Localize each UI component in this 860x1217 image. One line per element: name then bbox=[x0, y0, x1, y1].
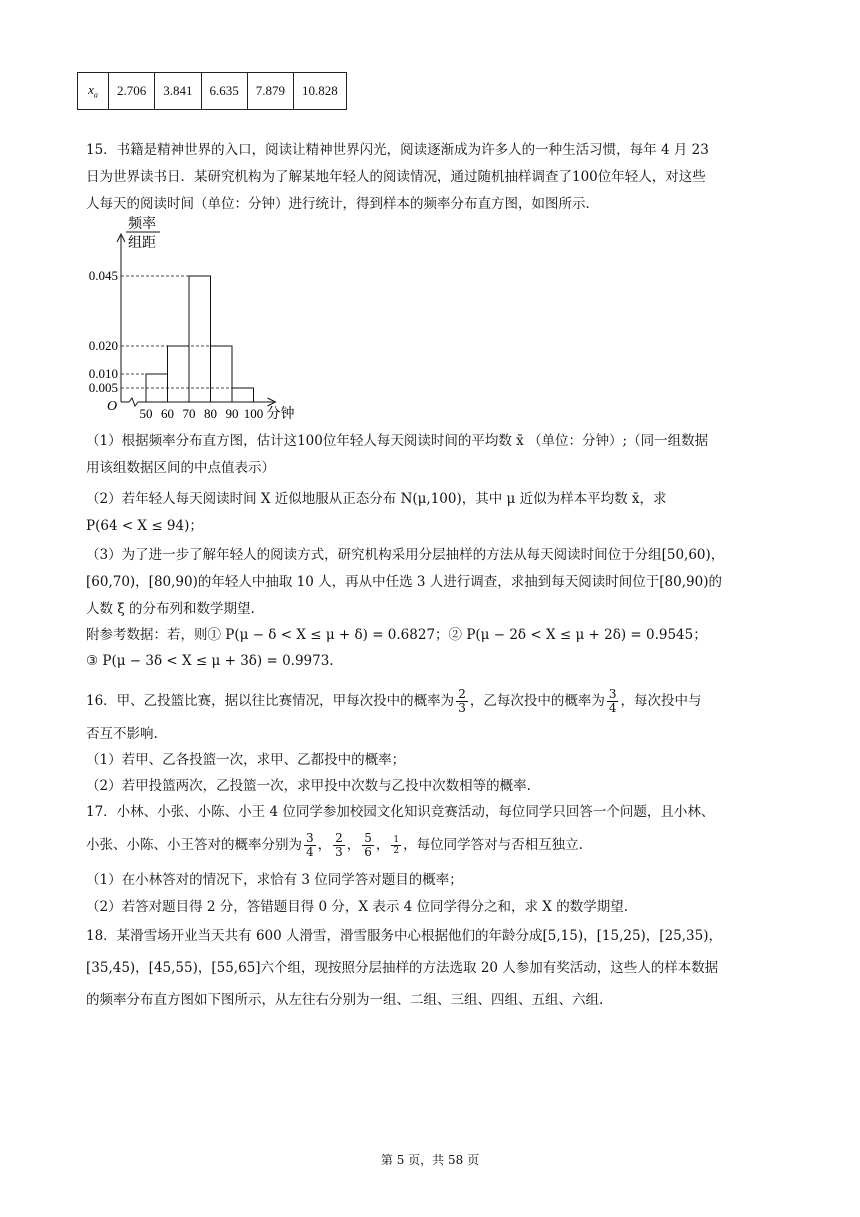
q15-part1-line1: （1）根据频率分布直方图，估计这100位年轻人每天阅读时间的平均数 x̄ （单位：分钟）;（同一组数据 bbox=[86, 433, 709, 449]
fraction-2-3 bbox=[333, 832, 345, 859]
frequency-histogram bbox=[76, 214, 306, 426]
x-tick-label: 80 bbox=[204, 406, 217, 421]
q15-part2-line2: P(64 < X ≤ 94)； bbox=[86, 518, 203, 534]
q15-part3-line1: （3）为了进一步了解年轻人的阅读方式，研究机构采用分层抽样的方法从每天阅读时间位于分组[50,60)， bbox=[86, 547, 725, 563]
y-axis-label-top: 频率 bbox=[128, 217, 156, 232]
y-tick-label: 0.010 bbox=[88, 366, 118, 381]
head-subscript: a bbox=[93, 90, 98, 100]
x-tick-label: 100 bbox=[243, 406, 264, 421]
origin-label: O bbox=[107, 399, 118, 414]
y-tick-label: 0.045 bbox=[88, 268, 118, 283]
reference-data-line2: ③ P(μ − 3δ < X ≤ μ + 3δ) = 0.9973. bbox=[86, 653, 334, 669]
fraction-1-2 bbox=[391, 835, 401, 856]
fraction-denominator: 4 bbox=[306, 845, 314, 859]
table-cell: 7.879 bbox=[247, 73, 293, 110]
histogram-bar bbox=[232, 388, 254, 402]
q16-text-a: 16．甲、乙投篮比赛，据以往比赛情况，甲每次投中的概率为 bbox=[86, 693, 455, 709]
q17-part1: （1）在小林答对的情况下，求恰有 3 位同学答对题目的概率； bbox=[86, 872, 463, 888]
fraction-3-4 bbox=[607, 688, 619, 715]
y-tick-label: 0.005 bbox=[88, 380, 118, 395]
fraction-3-4 bbox=[304, 832, 316, 859]
x-tick-label: 70 bbox=[182, 406, 196, 421]
histogram-bar bbox=[189, 276, 211, 402]
fraction-5-6 bbox=[362, 832, 374, 859]
y-tick-label: 0.020 bbox=[88, 338, 118, 353]
q17-line2: 小张、小陈、小王答对的概率分别为 $\frac{3}{4}$ ， $\frac{2}{3}$ ， $\frac{5}{6}$ ， $\frac{1}{2}$ ，每位同学答对与否相互独立. bbox=[86, 831, 583, 859]
fraction-denominator: 6 bbox=[364, 845, 372, 859]
reference-data-line1: 附参考数据：若，则① P(μ − δ < X ≤ μ + δ) = 0.6827；② P(μ − 2δ < X ≤ μ + 2δ) = 0.9545； bbox=[86, 627, 707, 643]
page-footer: 第 5 页，共 58 页 bbox=[380, 1153, 480, 1167]
table-cell: 6.635 bbox=[201, 73, 247, 110]
fraction-2-3 bbox=[456, 688, 468, 715]
q18-line2: [35,45)，[45,55)，[55,65]六个组，现按照分层抽样的方法选取 20 人参加有奖活动，这些人的样本数据 bbox=[86, 960, 719, 976]
q15-line3: 人每天的阅读时间（单位：分钟）进行统计，得到样本的频率分布直方图，如图所示． bbox=[86, 196, 599, 212]
fraction-numerator: 3 bbox=[306, 831, 314, 845]
q16-line2: 否互不影响. bbox=[86, 726, 158, 742]
x-tick-label: 60 bbox=[161, 406, 174, 421]
q15-part1-line2: 用该组数据区间的中点值表示） bbox=[86, 460, 275, 476]
q16-part1: （1）若甲、乙各投篮一次，求甲、乙都投中的概率； bbox=[86, 752, 406, 768]
fraction-denominator: 3 bbox=[458, 701, 466, 715]
fraction-numerator: 1 bbox=[393, 835, 400, 845]
q16-text-c: ，每次投中与 bbox=[620, 693, 702, 709]
table-head-cell bbox=[78, 73, 109, 110]
critical-value-table bbox=[77, 72, 347, 110]
head-symbol: x bbox=[88, 82, 94, 98]
q16-text-b: ，乙每次投中的概率为 bbox=[469, 693, 605, 709]
y-axis-label-bottom: 组距 bbox=[128, 236, 156, 251]
q15-part3-line2: [60,70)，[80,90)的年轻人中抽取 10 人，再从中任选 3 人进行调查，求抽到每天阅读时间位于[80,90)的 bbox=[86, 574, 722, 590]
q17-text-a: 小张、小陈、小王答对的概率分别为 bbox=[86, 837, 302, 853]
fraction-denominator: 3 bbox=[335, 845, 343, 859]
x-axis-label: 分钟 bbox=[266, 407, 295, 422]
x-tick-label: 50 bbox=[139, 406, 153, 421]
q15-line2: 日为世界读书日．某研究机构为了解某地年轻人的阅读情况，通过随机抽样调查了100位年轻人，对这些 bbox=[86, 169, 706, 185]
fraction-numerator: 2 bbox=[335, 831, 343, 845]
fraction-denominator: 2 bbox=[393, 846, 400, 856]
fraction-denominator: 4 bbox=[608, 701, 617, 715]
q17-line1: 17．小林、小张、小陈、小王 4 位同学参加校园文化知识竞赛活动，每位同学只回答一个问题，且小林、 bbox=[86, 804, 715, 820]
q15-part3-line3: 人数 ξ 的分布列和数学期望. bbox=[86, 601, 255, 617]
q15-line1: 15．书籍是精神世界的入口，阅读让精神世界闪光，阅读逐渐成为许多人的一种生活习惯，每年 4 月 23 bbox=[86, 142, 709, 158]
q18-line3: 的频率分布直方图如下图所示，从左往右分别为一组、二组、三组、四组、五组、六组. bbox=[86, 992, 604, 1008]
x-tick-label: 90 bbox=[225, 406, 239, 421]
q15-part2-line1: （2）若年轻人每天阅读时间 X 近似地服从正态分布 N(μ,100)，其中 μ 近似为样本平均数 x̄，求 bbox=[86, 491, 667, 507]
table-cell: 2.706 bbox=[109, 73, 155, 110]
q16-line1 bbox=[86, 684, 701, 718]
q17-text-b: ，每位同学答对与否相互独立. bbox=[403, 837, 583, 853]
fraction-numerator: 5 bbox=[364, 831, 372, 845]
q18-line1: 18．某滑雪场开业当天共有 600 人滑雪，滑雪服务中心根据他们的年龄分成[5,15)，[15,25)，[25,35)， bbox=[86, 928, 722, 944]
histogram-bar bbox=[168, 346, 190, 402]
table-cell: 3.841 bbox=[155, 73, 201, 110]
fraction-numerator: 3 bbox=[608, 687, 617, 701]
fraction-numerator: 2 bbox=[458, 687, 466, 701]
x-axis-break bbox=[129, 398, 138, 406]
q16-part2: （2）若甲投篮两次，乙投篮一次，求甲投中次数与乙投中次数相等的概率. bbox=[86, 778, 531, 794]
histogram-bar bbox=[211, 346, 233, 402]
table-cell: 10.828 bbox=[294, 73, 347, 110]
q17-part2: （2）若答对题目得 2 分，答错题目得 0 分，X 表示 4 位同学得分之和，求 X 的数学期望. bbox=[86, 899, 628, 915]
